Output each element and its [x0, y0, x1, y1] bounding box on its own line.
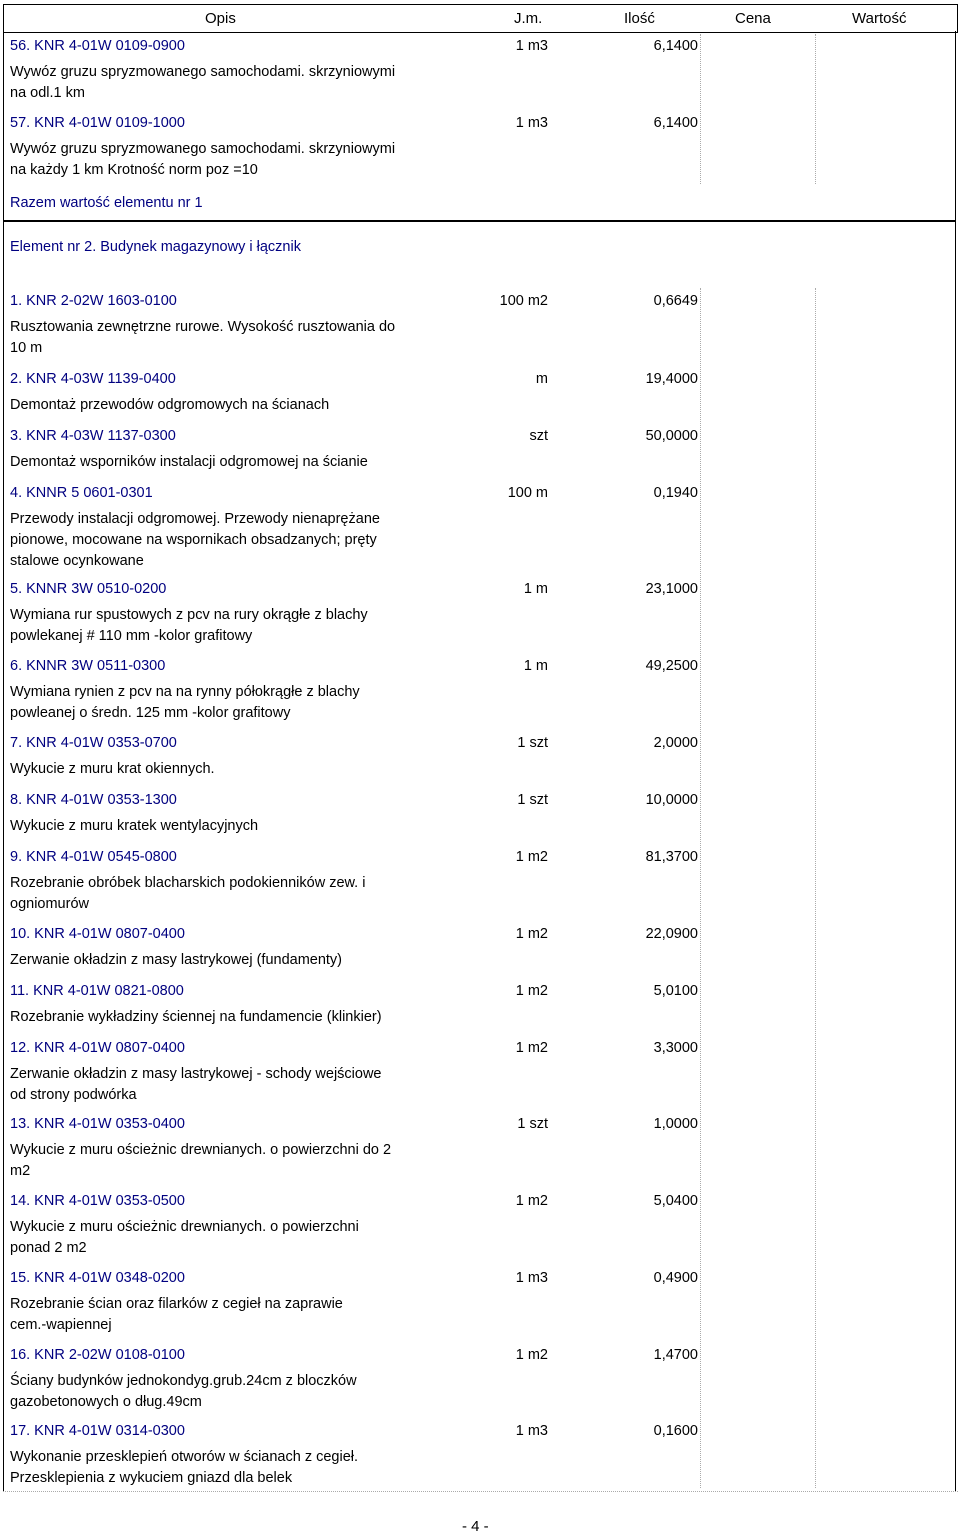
- item-quantity: 22,0900: [645, 926, 698, 942]
- item-description: na każdy 1 km Krotność norm poz =10: [10, 162, 258, 178]
- item-code: 3. KNR 4-03W 1137-0300: [10, 428, 176, 444]
- item-unit: 1 szt: [517, 735, 548, 751]
- item-unit: 1 m2: [515, 983, 548, 999]
- item-quantity: 5,0400: [653, 1193, 698, 1209]
- item-description: od strony podwórka: [10, 1087, 137, 1103]
- item-quantity: 1,0000: [653, 1116, 698, 1132]
- item-unit: 1 m: [523, 658, 548, 674]
- item-code: 12. KNR 4-01W 0807-0400: [10, 1040, 185, 1056]
- item-description: Wymiana rynien z pcv na na rynny półokrągłe z blachy: [10, 684, 360, 700]
- item-description: stalowe ocynkowane: [10, 553, 144, 569]
- item-code: 5. KNNR 3W 0510-0200: [10, 581, 167, 597]
- item-description: Wykucie z muru kratek wentylacyjnych: [10, 818, 259, 834]
- col-cena: Cena: [735, 10, 771, 27]
- item-code: 10. KNR 4-01W 0807-0400: [10, 926, 185, 942]
- item-description: powlekanej # 110 mm -kolor grafitowy: [10, 628, 253, 644]
- item-description: Rozebranie ścian oraz filarków z cegieł na zaprawie: [10, 1296, 343, 1312]
- column-divider: [700, 34, 702, 184]
- item-description: Ściany budynków jednokondyg.grub.24cm z bloczków: [10, 1373, 357, 1389]
- column-divider: [815, 288, 817, 1488]
- item-description: Wywóz gruzu spryzmowanego samochodami. skrzyniowymi: [10, 64, 396, 80]
- item-description: Przesklepienia z wykuciem gniazd dla belek: [10, 1470, 293, 1486]
- item-unit: 100 m: [507, 485, 548, 501]
- item-description: Rozebranie wykładziny ściennej na fundamencie (klinkier): [10, 1009, 382, 1025]
- item-description: powleanej o średn. 125 mm -kolor grafitowy: [10, 705, 291, 721]
- item-quantity: 10,0000: [645, 792, 698, 808]
- item-unit: 1 m2: [515, 1040, 548, 1056]
- item-quantity: 2,0000: [653, 735, 698, 751]
- table-header: [3, 4, 958, 33]
- item-description: Demontaż wsporników instalacji odgromowej na ścianie: [10, 454, 368, 470]
- item-description: Wykonanie przesklepień otworów w ścianach z cegieł.: [10, 1449, 359, 1465]
- item-description: ponad 2 m2: [10, 1240, 87, 1256]
- item-code: 7. KNR 4-01W 0353-0700: [10, 735, 177, 751]
- item-quantity: 0,6649: [653, 293, 698, 309]
- item-unit: m: [535, 371, 548, 387]
- item-description: Wykucie z muru krat okiennych.: [10, 761, 215, 777]
- item-description: Wykucie z muru ościeżnic drewnianych. o powierzchni do 2: [10, 1142, 392, 1158]
- item-quantity: 19,4000: [645, 371, 698, 387]
- item-code: 8. KNR 4-01W 0353-1300: [10, 792, 177, 808]
- item-code: 4. KNNR 5 0601-0301: [10, 485, 153, 501]
- item-description: Zerwanie okładzin z masy lastrykowej - schody wejściowe: [10, 1066, 382, 1082]
- item-unit: 1 m3: [515, 1270, 548, 1286]
- item-quantity: 50,0000: [645, 428, 698, 444]
- element-title: Element nr 2. Budynek magazynowy i łącznik: [10, 239, 301, 255]
- item-unit: 1 m3: [515, 38, 548, 54]
- item-unit: 1 szt: [517, 792, 548, 808]
- item-description: m2: [10, 1163, 31, 1179]
- item-description: Przewody instalacji odgromowej. Przewody nienaprężane: [10, 511, 380, 527]
- item-quantity: 1,4700: [653, 1347, 698, 1363]
- item-quantity: 6,1400: [653, 115, 698, 131]
- item-description: gazobetonowych o dług.49cm: [10, 1394, 202, 1410]
- item-code: 14. KNR 4-01W 0353-0500: [10, 1193, 185, 1209]
- col-jm: J.m.: [514, 10, 543, 27]
- column-divider: [815, 34, 817, 184]
- item-unit: 1 m2: [515, 1193, 548, 1209]
- element-summary: Razem wartość elementu nr 1: [10, 195, 203, 211]
- item-unit: szt: [529, 428, 548, 444]
- item-quantity: 0,1940: [653, 485, 698, 501]
- item-description: ogniomurów: [10, 896, 89, 912]
- item-description: Wywóz gruzu spryzmowanego samochodami. skrzyniowymi: [10, 141, 396, 157]
- element-separator: [3, 220, 956, 222]
- item-description: 10 m: [10, 340, 43, 356]
- item-description: Wykucie z muru ościeżnic drewnianych. o powierzchni: [10, 1219, 359, 1235]
- item-description: na odl.1 km: [10, 85, 85, 101]
- item-unit: 1 m3: [515, 115, 548, 131]
- item-description: Rozebranie obróbek blacharskich podokienników zew. i: [10, 875, 366, 891]
- item-description: cem.-wapiennej: [10, 1317, 112, 1333]
- item-unit: 1 m2: [515, 849, 548, 865]
- item-code: 17. KNR 4-01W 0314-0300: [10, 1423, 185, 1439]
- bottom-rule: [3, 1491, 958, 1493]
- item-quantity: 49,2500: [645, 658, 698, 674]
- item-quantity: 23,1000: [645, 581, 698, 597]
- item-description: Wymiana rur spustowych z pcv na rury okrągłe z blachy: [10, 607, 368, 623]
- item-unit: 1 m: [523, 581, 548, 597]
- item-description: Zerwanie okładzin z masy lastrykowej (fundamenty): [10, 952, 343, 968]
- col-ilosc: Ilość: [624, 10, 655, 27]
- column-divider: [700, 288, 702, 1488]
- item-code: 57. KNR 4-01W 0109-1000: [10, 115, 185, 131]
- left-border: [3, 31, 4, 1491]
- item-code: 56. KNR 4-01W 0109-0900: [10, 38, 185, 54]
- item-quantity: 5,0100: [653, 983, 698, 999]
- item-quantity: 3,3000: [653, 1040, 698, 1056]
- item-code: 1. KNR 2-02W 1603-0100: [10, 293, 177, 309]
- item-unit: 1 m3: [515, 1423, 548, 1439]
- item-quantity: 0,4900: [653, 1270, 698, 1286]
- item-code: 11. KNR 4-01W 0821-0800: [10, 983, 184, 999]
- item-code: 9. KNR 4-01W 0545-0800: [10, 849, 177, 865]
- item-code: 16. KNR 2-02W 0108-0100: [10, 1347, 185, 1363]
- item-unit: 1 m2: [515, 926, 548, 942]
- item-quantity: 6,1400: [653, 38, 698, 54]
- item-code: 2. KNR 4-03W 1139-0400: [10, 371, 176, 387]
- item-unit: 100 m2: [499, 293, 548, 309]
- item-description: Demontaż przewodów odgromowych na ścianach: [10, 397, 330, 413]
- item-code: 13. KNR 4-01W 0353-0400: [10, 1116, 185, 1132]
- item-description: pionowe, mocowane na wspornikach obsadzanych; pręty: [10, 532, 377, 548]
- item-quantity: 0,1600: [653, 1423, 698, 1439]
- page-number: - 4 -: [462, 1518, 489, 1535]
- item-unit: 1 m2: [515, 1347, 548, 1363]
- col-wartosc: Wartość: [852, 10, 907, 27]
- item-unit: 1 szt: [517, 1116, 548, 1132]
- item-description: Rusztowania zewnętrzne rurowe. Wysokość rusztowania do: [10, 319, 396, 335]
- item-code: 6. KNNR 3W 0511-0300: [10, 658, 166, 674]
- item-code: 15. KNR 4-01W 0348-0200: [10, 1270, 185, 1286]
- col-opis: Opis: [205, 10, 236, 27]
- item-quantity: 81,3700: [645, 849, 698, 865]
- right-border: [955, 31, 956, 1491]
